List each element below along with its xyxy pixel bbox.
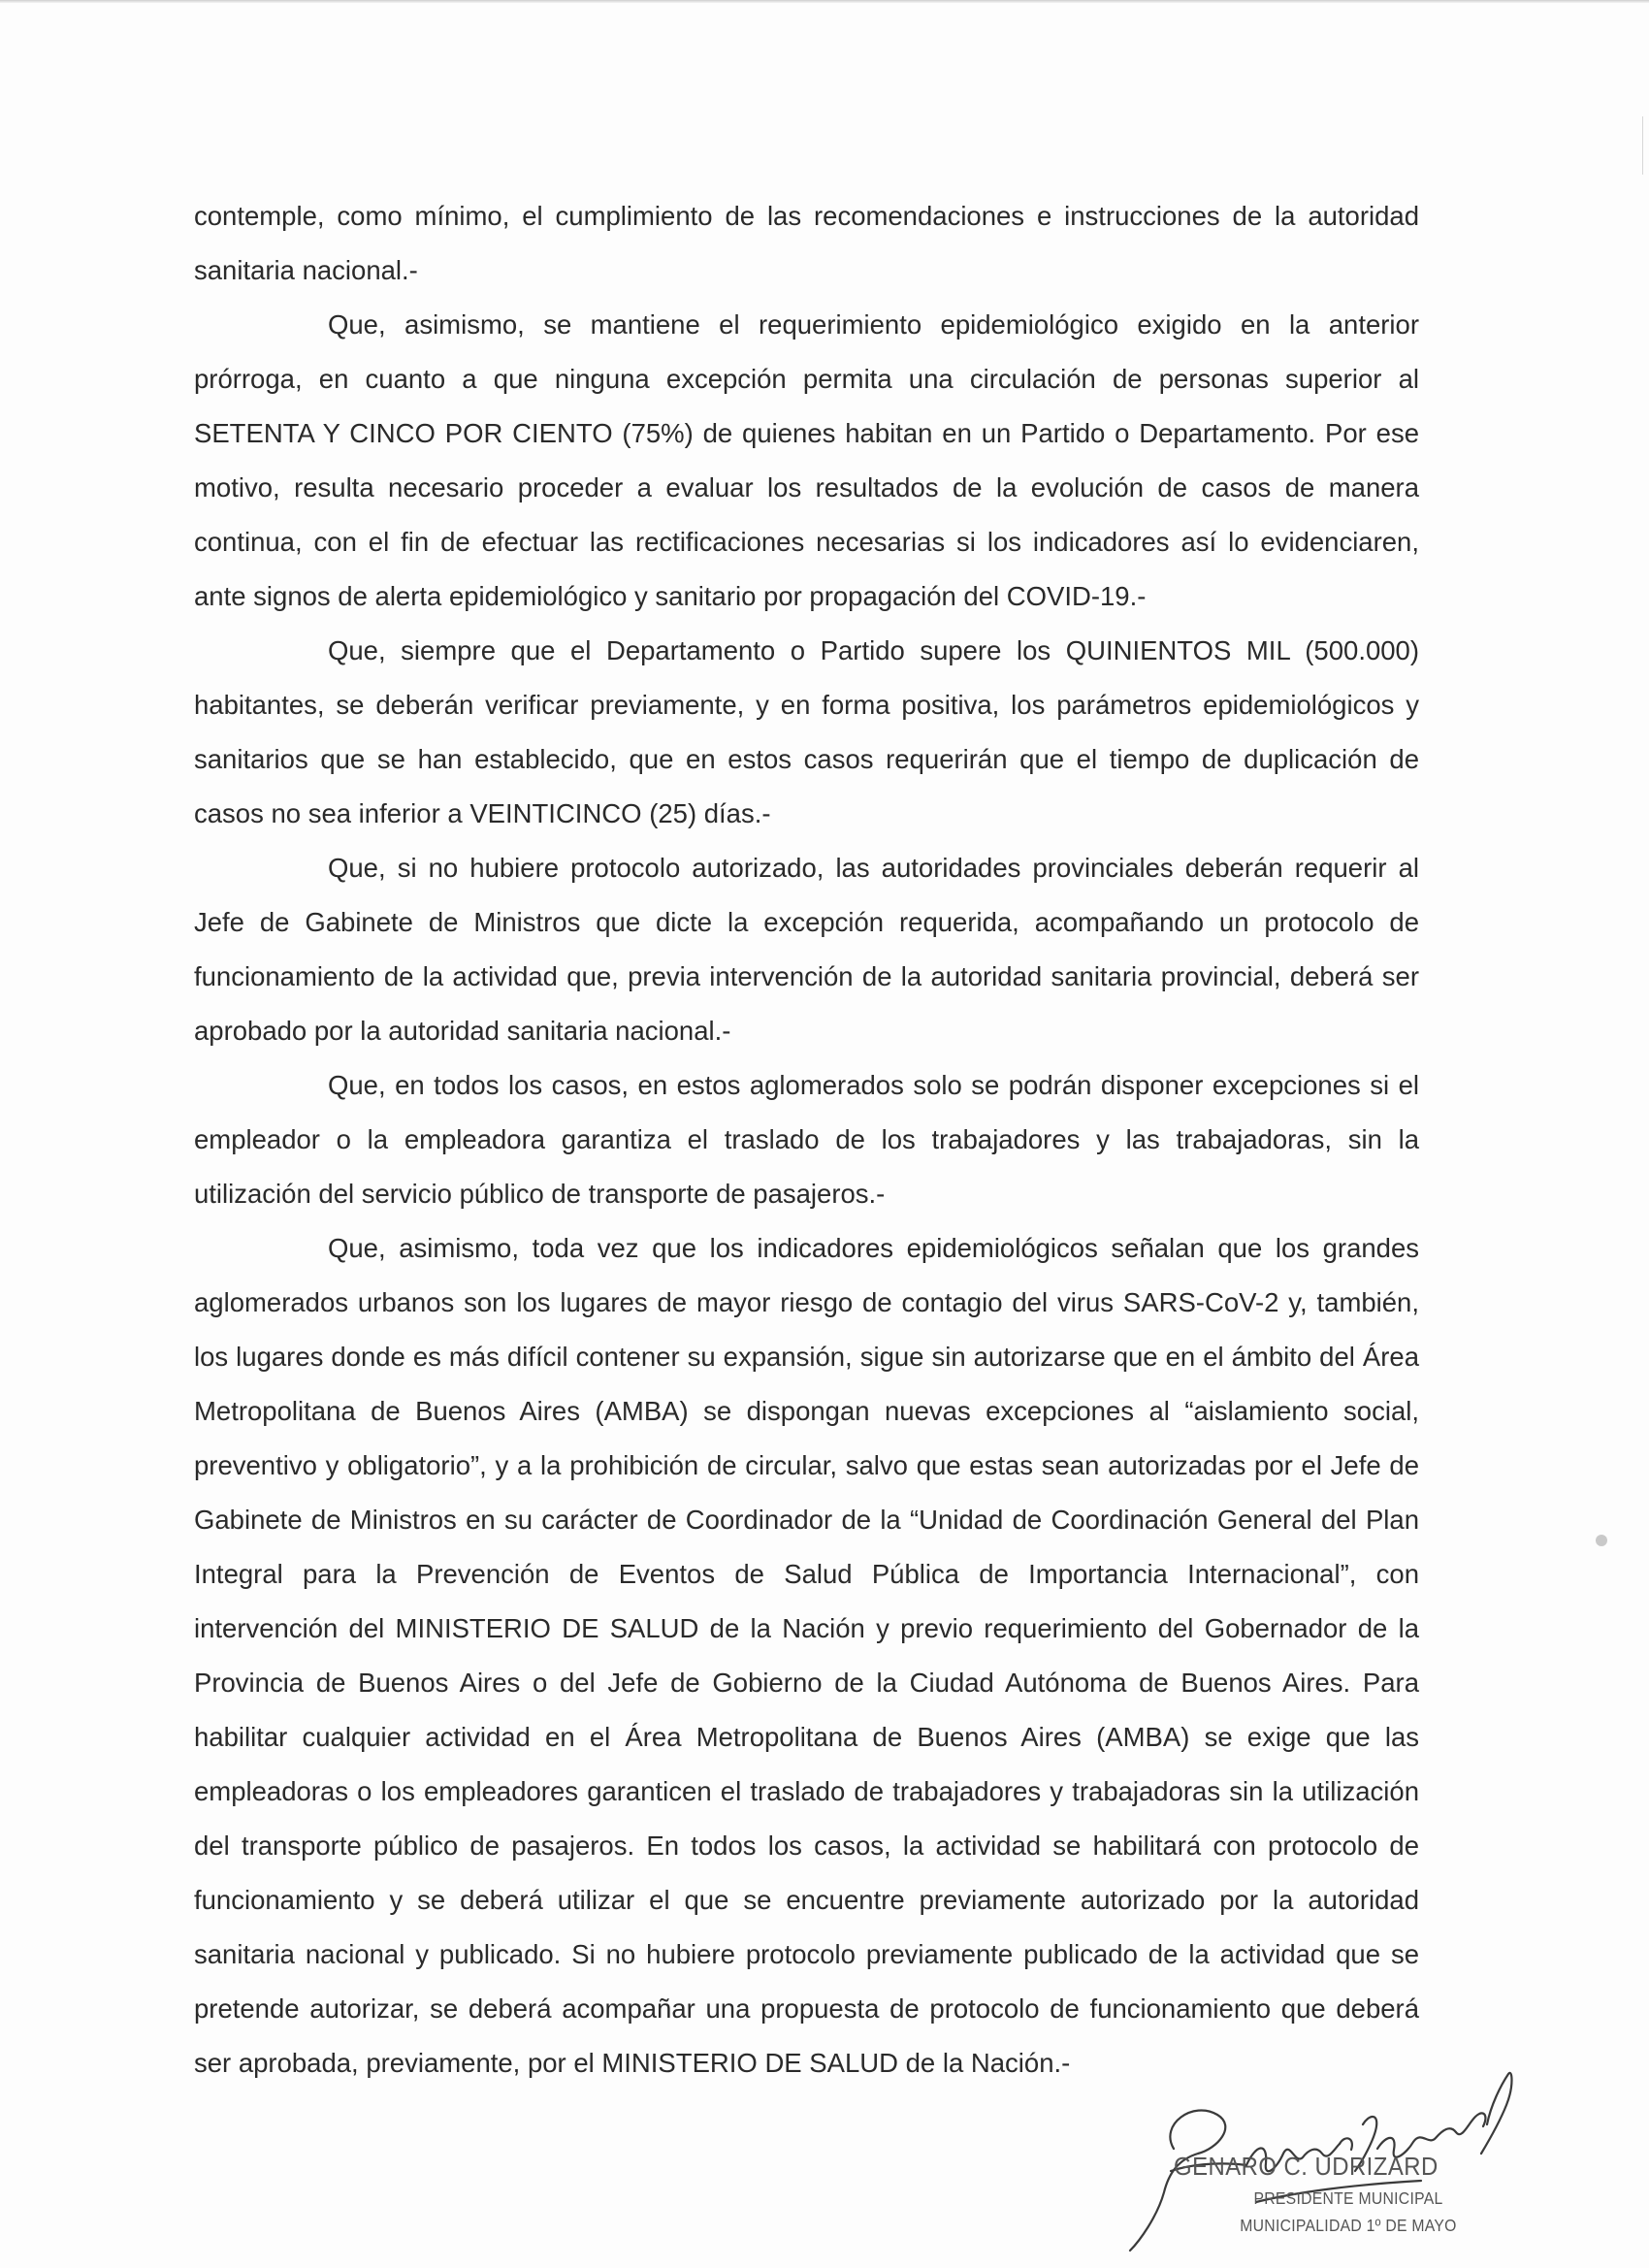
stamp-role: PRESIDENTE MUNICIPAL: [1253, 2188, 1443, 2208]
paragraph-2: Que, asimismo, se mantiene el requerimiento epidemiológico exigido en la anterior prórroga, en cuanto a que ninguna excepción permita una circulación de personas superior al SETENTA Y CINCO POR CIENTO (75%) de quienes habitan en un Partido o Departamento. Por ese motivo, resulta necesario proceder a evaluar los resultados de la evolución de casos de manera continua, con el fin de efectuar las rectificaciones necesarias si los indicadores así lo evidenciaren, ante signos de alerta epidemiológico y sanitario por propagación del COVID-19.-: [194, 309, 1419, 611]
signature-stamp: [1101, 2057, 1537, 2260]
stamp-organization: MUNICIPALIDAD 1º DE MAYO: [1240, 2216, 1457, 2235]
stamp-name: GENARO C. UDRIZARD: [1174, 2152, 1439, 2181]
scan-dot: [1596, 1535, 1607, 1546]
paragraph-3: Que, siempre que el Departamento o Partido supere los QUINIENTOS MIL (500.000) habitantes, se deberán verificar previamente, y en forma positiva, los parámetros epidemiológicos y sanitarios que se han establecido, que en estos casos requerirán que el tiempo de duplicación de casos no sea inferior a VEINTICINCO (25) días.-: [194, 635, 1419, 828]
scan-edge: [0, 0, 1649, 3]
scan-edge-mark: [1642, 116, 1643, 175]
paragraph-5: Que, en todos los casos, en estos aglomerados solo se podrán disponer excepciones si el empleador o la empleadora garantiza el traslado de los trabajadores y las trabajadoras, sin la utilización del servicio público de transporte de pasajeros.-: [194, 1070, 1419, 1209]
paragraph-6: Que, asimismo, toda vez que los indicadores epidemiológicos señalan que los grandes aglomerados urbanos son los lugares de mayor riesgo de contagio del virus SARS-CoV-2 y, también, los lugares donde es más difícil contener su expansión, sigue sin autorizarse que en el ámbito del Área Metropolitana de Buenos Aires (AMBA) se dispongan nuevas excepciones al “aislamiento social, preventivo y obligatorio”, y a la prohibición de circular, salvo que estas sean autorizadas por el Jefe de Gabinete de Ministros en su carácter de Coordinador de la “Unidad de Coordinación General del Plan Integral para la Prevención de Eventos de Salud Pública de Importancia Internacional”, con intervención del MINISTERIO DE SALUD de la Nación y previo requerimiento del Gobernador de la Provincia de Buenos Aires o del Jefe de Gobierno de la Ciudad Autónoma de Buenos Aires. Para habilitar cualquier actividad en el Área Metropolitana de Buenos Aires (AMBA) se exige que las empleadoras o los empleadores garanticen el traslado de trabajadores y trabajadoras sin la utilización del transporte público de pasajeros. En todos los casos, la actividad se habilitará con protocolo de funcionamiento y se deberá utilizar el que se encuentre previamente autorizado por la autoridad sanitaria nacional y publicado. Si no hubiere protocolo previamente publicado de la actividad que se pretende autorizar, se deberá acompañar una propuesta de protocolo de funcionamiento que deberá ser aprobada, previamente, por el MINISTERIO DE SALUD de la Nación.-: [194, 1233, 1419, 2078]
document-body: [194, 189, 1419, 2090]
paragraph-1: contemple, como mínimo, el cumplimiento de las recomendaciones e instrucciones de la autoridad sanitaria nacional.-: [194, 201, 1419, 285]
paragraph-4: Que, si no hubiere protocolo autorizado, las autoridades provinciales deberán requerir al Jefe de Gabinete de Ministros que dicte la excepción requerida, acompañando un protocolo de funcionamiento de la actividad que, previa intervención de la autoridad sanitaria provincial, deberá ser aprobado por la autoridad sanitaria nacional.-: [194, 853, 1419, 1046]
